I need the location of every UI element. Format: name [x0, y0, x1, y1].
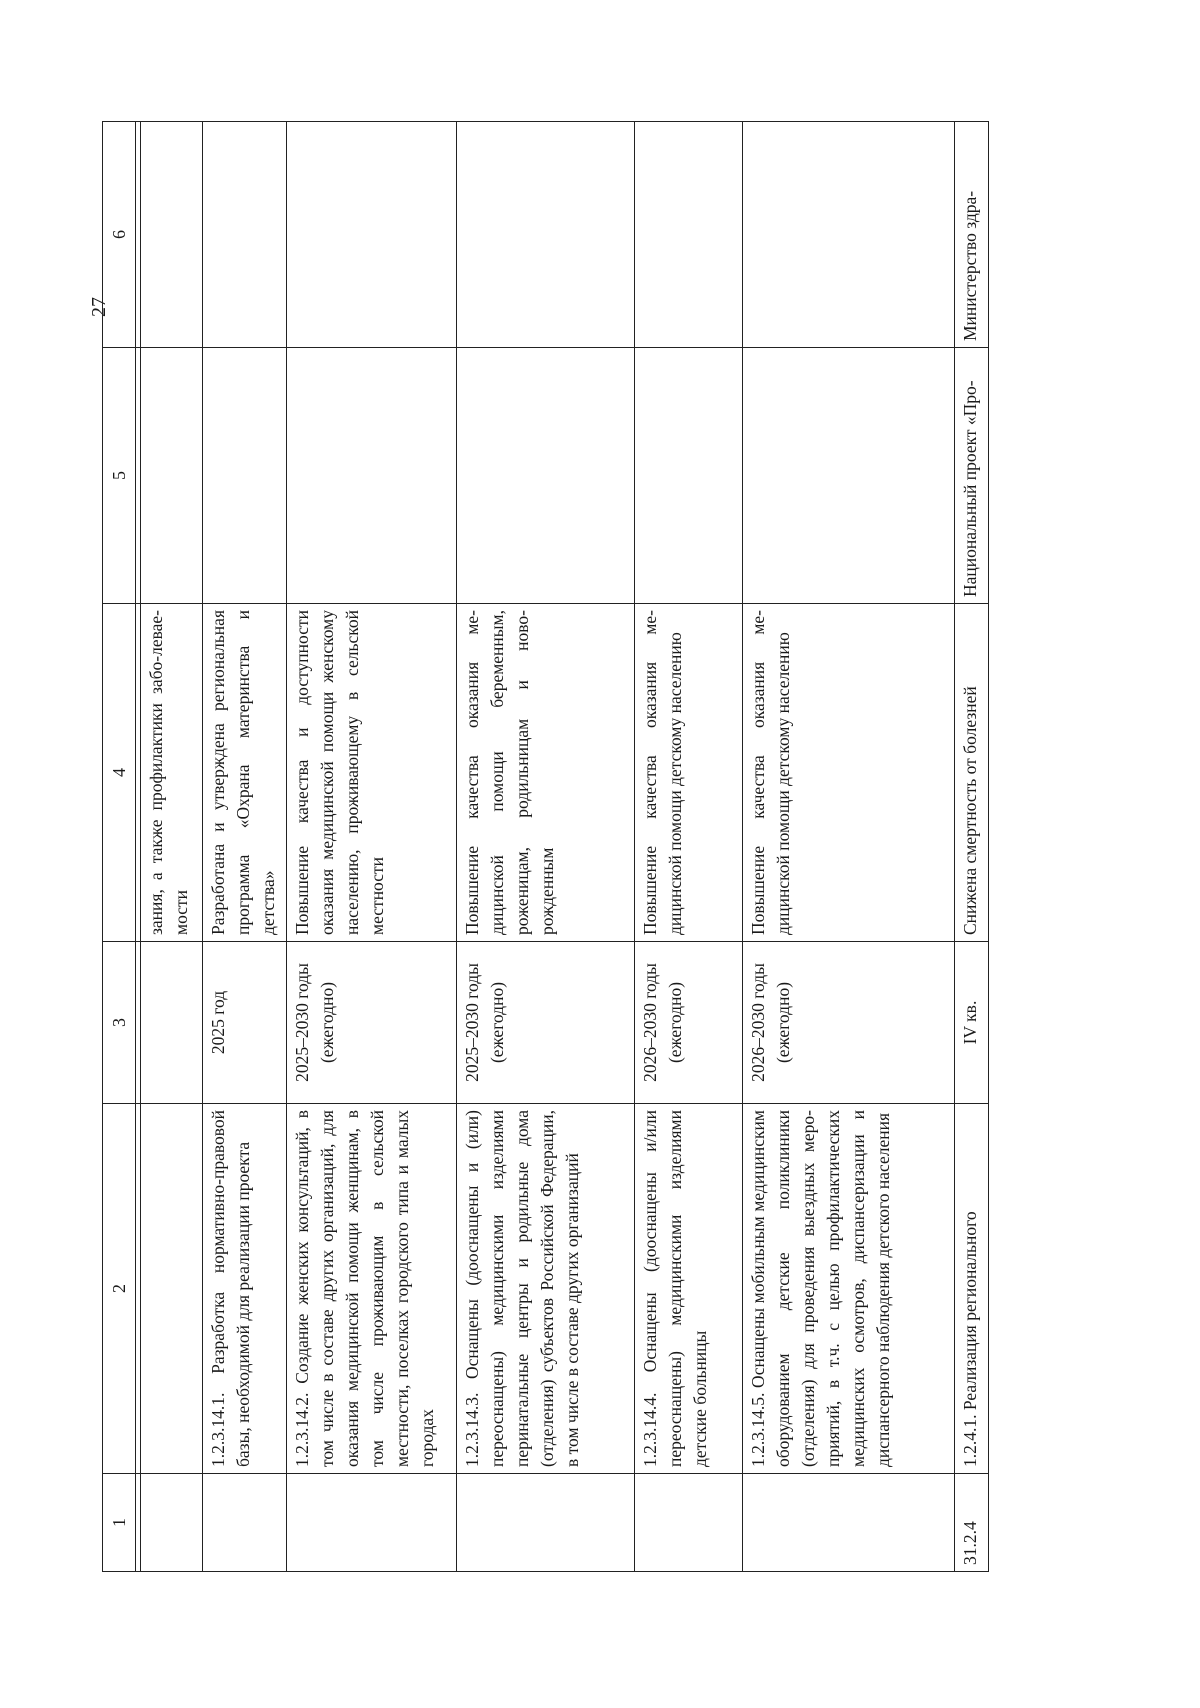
deadline-cell: IV кв. — [955, 942, 989, 1104]
responsible-cell — [743, 122, 955, 348]
table-row — [743, 122, 955, 1572]
page-number: 27 — [88, 297, 110, 317]
row-number-cell — [203, 1474, 287, 1572]
deadline-cell — [141, 942, 203, 1104]
measure-cell: 1.2.3.14.1. Разработка нормативно-правовой базы, необходимой для реализации проекта — [203, 1104, 287, 1474]
deadline-cell: 2026–2030 годы (ежегодно) — [743, 942, 955, 1104]
row-number-cell — [141, 1474, 203, 1572]
result-cell: Повышение качества оказания медицинской помощи беременным, роженицам, родильницам и новорожденным — [457, 604, 635, 942]
table-header-row — [103, 122, 136, 1572]
source-cell — [141, 348, 203, 604]
table-row — [457, 122, 635, 1572]
responsible-cell — [635, 122, 743, 348]
responsible-cell — [287, 122, 457, 348]
result-cell: Повышение качества и доступности оказания медицинской помощи женскому населению, проживающему в сельской местности — [287, 604, 457, 942]
result-cell: Снижена смертность от болезней — [955, 604, 989, 942]
source-cell — [743, 348, 955, 604]
column-header: 4 — [103, 604, 136, 942]
table-row — [203, 122, 287, 1572]
responsible-cell — [457, 122, 635, 348]
column-header: 6 — [103, 122, 136, 348]
table-row — [141, 122, 203, 1572]
row-number-cell: 31.2.4 — [955, 1474, 989, 1572]
row-number-cell — [287, 1474, 457, 1572]
result-cell: Повышение качества оказания медицинской помощи детскому населению — [635, 604, 743, 942]
source-cell — [635, 348, 743, 604]
measure-cell: 1.2.3.14.3. Оснащены (дооснащены и (или) переоснащены) медицинскими изделиями перинатальные центры и родильные дома (отделения) субъектов Российской Федерации, в том числе в составе других организаций — [457, 1104, 635, 1474]
table-row — [287, 122, 457, 1572]
responsible-cell — [141, 122, 203, 348]
source-cell: Национальный проект «Про- — [955, 348, 989, 604]
measures-table — [102, 121, 989, 1572]
column-header: 1 — [103, 1474, 136, 1572]
source-cell — [287, 348, 457, 604]
result-cell: Разработана и утверждена региональная программа «Охрана материнства и детства» — [203, 604, 287, 942]
measure-cell — [141, 1104, 203, 1474]
measure-cell: 1.2.3.14.5. Оснащены мобильным медицинским оборудованием детские поликлиники (отделения) для проведения выездных мероприятий, в т.ч. с целью профилактических медицинских осмотров, диспансеризации и диспансерного наблюдения детского населения — [743, 1104, 955, 1474]
deadline-cell: 2026–2030 годы (ежегодно) — [635, 942, 743, 1104]
measure-cell: 1.2.3.14.2. Создание женских консультаций, в том числе в составе других организаций, для оказания медицинской помощи женщинам, в том числе проживающим в сельской местности, поселках городского типа и малых городах — [287, 1104, 457, 1474]
column-header: 5 — [103, 348, 136, 604]
measure-cell: 1.2.3.14.4. Оснащены (дооснащены и/или переоснащены) медицинскими изделиями детские больницы — [635, 1104, 743, 1474]
row-number-cell — [743, 1474, 955, 1572]
row-number-cell — [635, 1474, 743, 1572]
deadline-cell: 2025–2030 годы (ежегодно) — [287, 942, 457, 1104]
responsible-cell: Министерство здра- — [955, 122, 989, 348]
deadline-cell: 2025 год — [203, 942, 287, 1104]
column-header: 2 — [103, 1104, 136, 1474]
rotated-page-content — [102, 122, 1102, 1572]
responsible-cell — [203, 122, 287, 348]
result-cell: зания, а также профилактики забо-леваемости — [141, 604, 203, 942]
source-cell — [203, 348, 287, 604]
table-row — [955, 122, 989, 1572]
result-cell: Повышение качества оказания медицинской помощи детскому населению — [743, 604, 955, 942]
deadline-cell: 2025–2030 годы (ежегодно) — [457, 942, 635, 1104]
row-number-cell — [457, 1474, 635, 1572]
source-cell — [457, 348, 635, 604]
measure-cell: 1.2.4.1. Реализация регионального — [955, 1104, 989, 1474]
column-header: 3 — [103, 942, 136, 1104]
table-row — [635, 122, 743, 1572]
